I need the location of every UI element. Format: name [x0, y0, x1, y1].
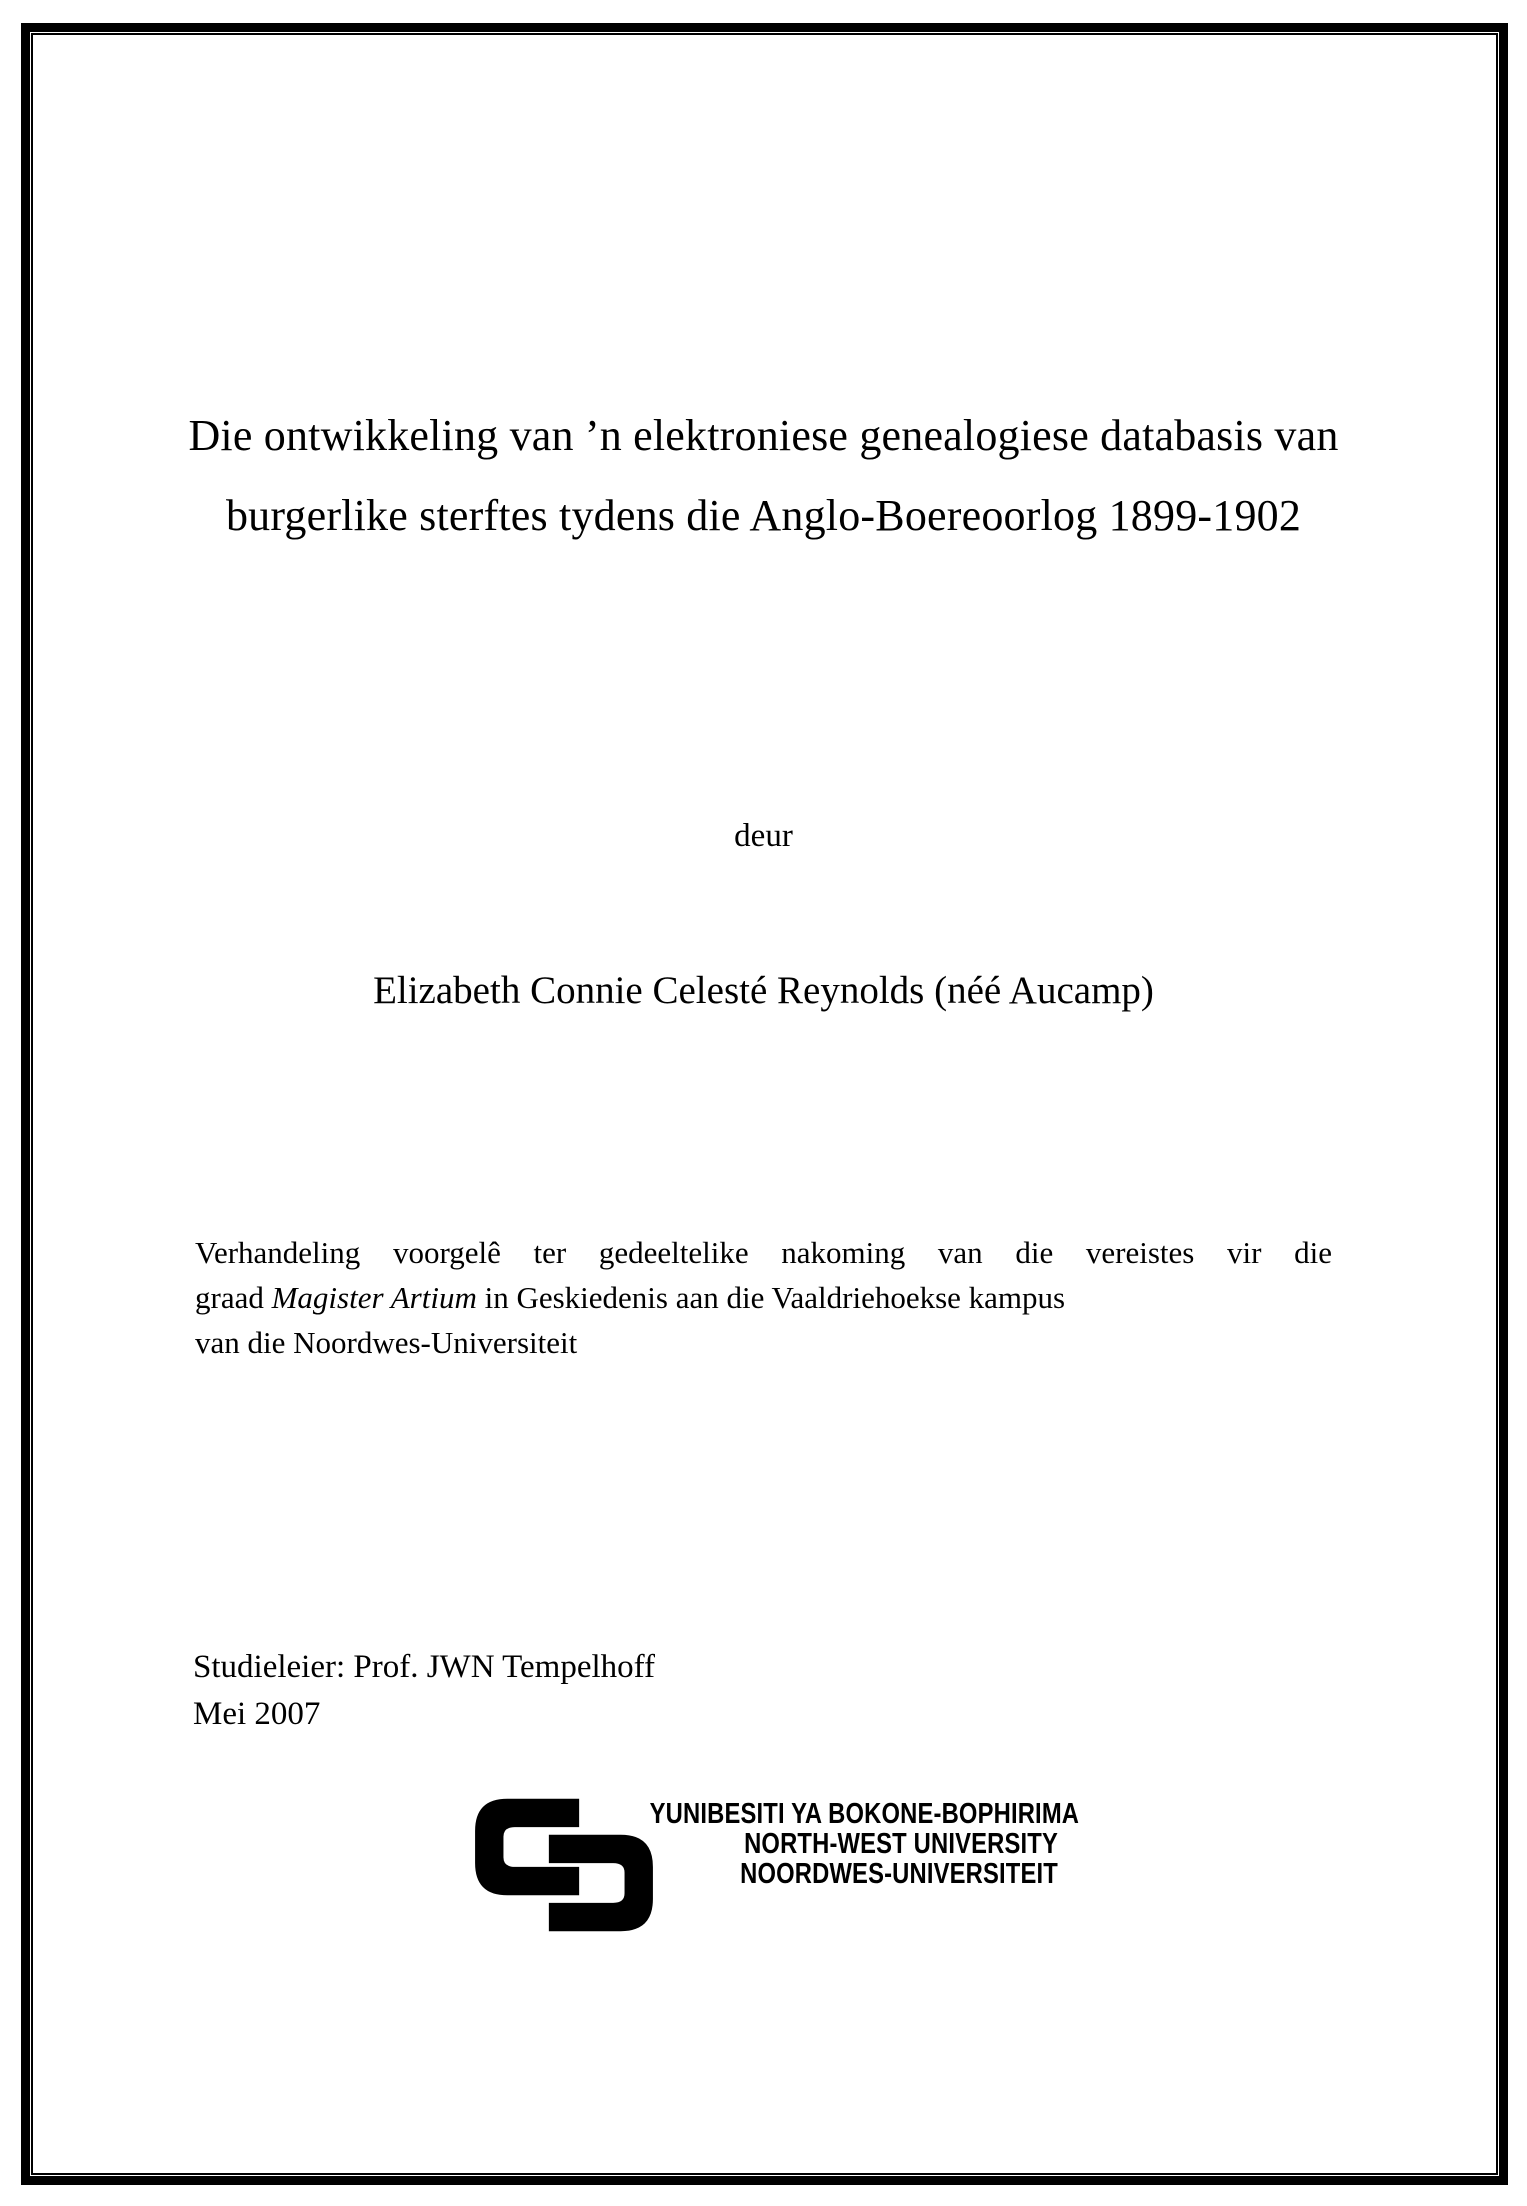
thesis-title-line1: Die ontwikkeling van ’n elektroniese genealogiese databasis van — [188, 411, 1339, 460]
university-name-setswana: YUNIBESITI YA BOKONE-BOPHIRIMA — [649, 1798, 1080, 1830]
author-name: Elizabeth Connie Celesté Reynolds (néé Aucamp) — [373, 969, 1154, 1012]
degree-statement-line2 — [195, 1275, 1332, 1320]
supervisor-line: Studieleier: Prof. JWN Tempelhoff — [193, 1649, 656, 1685]
university-name-english: NORTH-WEST UNIVERSITY — [744, 1828, 1058, 1860]
degree-statement-line3: van die Noordwes-Universiteit — [195, 1325, 578, 1360]
university-name-block — [560, 1798, 1080, 1890]
byline: deur — [734, 818, 793, 854]
date-line: Mei 2007 — [193, 1696, 321, 1732]
thesis-title — [60, 396, 1467, 556]
thesis-title-line2: burgerlike sterftes tydens die Anglo-Boereoorlog 1899-1902 — [225, 491, 1302, 540]
degree-name: Magister Artium — [271, 1280, 477, 1315]
degree-statement — [195, 1230, 1332, 1365]
degree-statement-line2-suffix: in Geskiedenis aan die Vaaldriehoekse kampus — [476, 1280, 1066, 1315]
supervisor-block — [193, 1644, 655, 1738]
degree-statement-line2-prefix: graad — [195, 1280, 272, 1315]
university-name-afrikaans: NOORDWES-UNIVERSITEIT — [740, 1858, 1058, 1890]
degree-statement-line1: Verhandeling voorgelê ter gedeeltelike nakoming van die vereistes vir die — [195, 1235, 1332, 1270]
